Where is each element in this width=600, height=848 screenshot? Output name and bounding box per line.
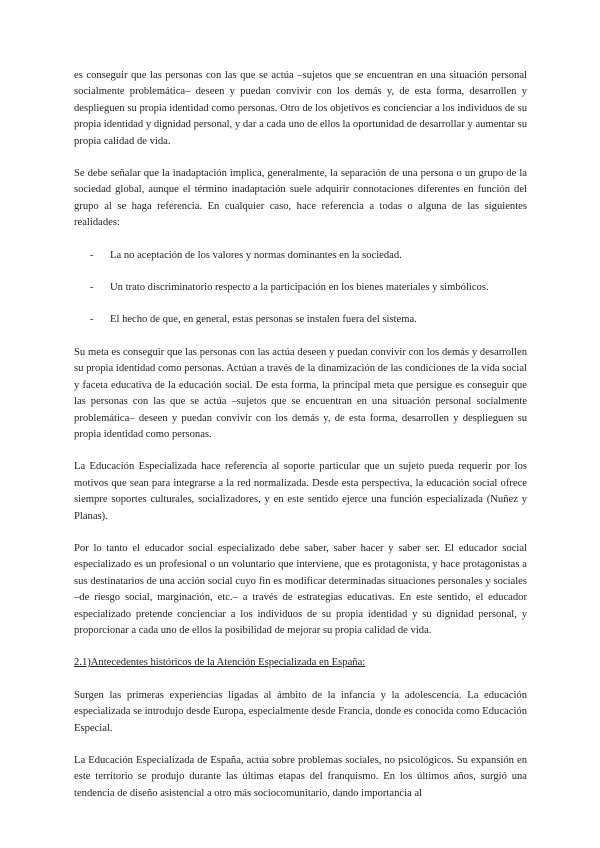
paragraph-primeras-experiencias: Surgen las primeras experiencias ligadas al ámbito de la infancia y la adolescencia. La educación especializada se introdujo desde Europa, especialmente desde Francia, donde es conocida como Educación Especial. <box>74 689 527 734</box>
list-item <box>74 248 527 264</box>
paragraph-intro-continuation: es conseguir que las personas con las que se actúa –sujetos que se encuentran en una situación personal socialmente problemática– deseen y puedan convivir con los demás y, de esta forma, desarrollen y desplieguen su propia identidad como personas. Otro de los objetivos es concienciar a los individuos de su propia identidad y dignidad personal, y dar a cada uno de ellos la oportunidad de desarrollar y aumentar su propia calidad de vida. <box>74 70 527 147</box>
paragraph-espana: La Educación Especializada de España, actúa sobre problemas sociales, no psicológicos. Su expansión en este territorio se produjo durante las últimas etapas del franquismo. En los últimos años, surgió una tendencia de diseño asistencial a otro más sociocomunitario, dando importancia al <box>74 755 527 799</box>
section-heading: 2.1)Antecedentes históricos de la Atención Especializada en España: <box>74 657 366 669</box>
realities-list <box>74 248 527 329</box>
list-item <box>74 312 527 328</box>
paragraph-meta: Su meta es conseguir que las personas con las actúa deseen y puedan convivir con los demás y desarrollen su propia identidad como personas. Actúan a través de la dinamización de las condiciones de la vida social y faceta educativa de la educación social. De esta forma, la principal meta que persigue es conseguir que las personas con las que se actúa –sujetos que se encuentran en una situación personal socialmente problemática– deseen y puedan convivir con los demás y, de esta forma, desarrollen y desplieguen su propia identidad como personas. <box>74 346 527 440</box>
paragraph-inadaptacion: Se debe señalar que la inadaptación implica, generalmente, la separación de una persona o un grupo de la sociedad global, aunque el término inadaptación suele adquirir connotaciones diferentes en función del grupo al se haga referencia. En cualquier caso, hace referencia a todas o alguna de las siguientes realidades: <box>74 168 527 229</box>
document-page <box>74 68 527 818</box>
list-item <box>74 280 527 296</box>
list-dash-marker: - <box>90 282 94 294</box>
list-item-text: Un trato discriminatorio respecto a la participación en los bienes materiales y simbólicos. <box>110 282 489 294</box>
list-dash-marker: - <box>90 249 94 261</box>
list-item-text: El hecho de que, en general, estas personas se instalen fuera del sistema. <box>110 314 417 326</box>
paragraph-educacion-especializada: La Educación Especializada hace referencia al soporte particular que un sujeto pueda requerir por los motivos que sean para integrarse a la red normalizada. Desde esta perspectiva, la educación social ofrece siempre soportes culturales, socializadores, y en este sentido ejerce una función especializada (Nuñez y Planas). <box>74 461 527 522</box>
list-dash-marker: - <box>90 314 94 326</box>
list-item-text: La no aceptación de los valores y normas dominantes en la sociedad. <box>110 249 402 261</box>
paragraph-educador-social: Por lo tanto el educador social especializado debe saber, saber hacer y saber ser. El educador social especializado es un profesional o un voluntario que interviene, que es protagonista, y hace protagonistas a sus destinatarios de una acción social cuyo fin es modificar determinadas situaciones personales y sociales –de riesgo social, marginación, etc.– a través de estrategias educativas. En este sentido, el educador especializado pretende concienciar a los individuos de su propia identidad y su dignidad personal, y proporcionar a cada uno de ellos la posibilidad de mejorar su propia calidad de vida. <box>74 542 527 636</box>
